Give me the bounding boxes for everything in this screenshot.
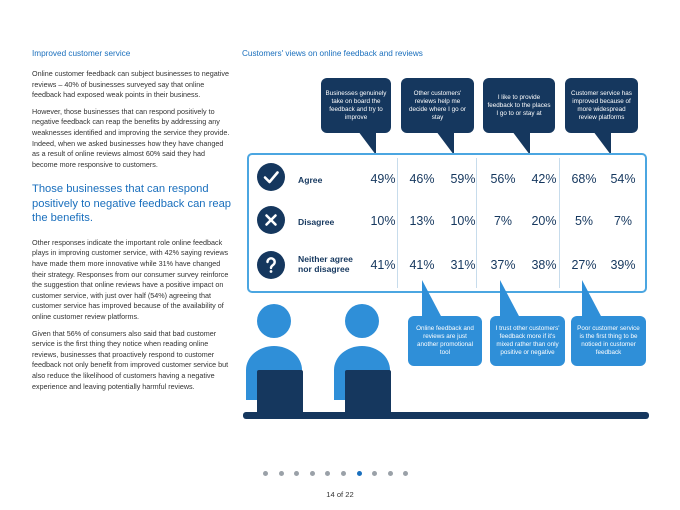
value-cell: 27%	[571, 258, 597, 272]
page-dot[interactable]	[279, 471, 284, 476]
value-cell: 68%	[571, 172, 597, 186]
page-dot[interactable]	[372, 471, 377, 476]
page-dot[interactable]	[325, 471, 330, 476]
bubble-pointer	[420, 280, 444, 320]
value-cell: 56%	[490, 172, 516, 186]
row-label-disagree: Disagree	[298, 217, 335, 227]
value-cell: 5%	[574, 214, 594, 228]
value-cell: 59%	[450, 172, 476, 186]
page-dot[interactable]	[310, 471, 315, 476]
page-dot-current[interactable]	[357, 471, 362, 476]
value-cell: 20%	[531, 214, 557, 228]
left-column	[32, 49, 232, 398]
section-heading: Improved customer service	[32, 49, 131, 58]
value-cell: 54%	[610, 172, 636, 186]
statement-bubble: Other customers' reviews help me decide where I go or stay	[401, 78, 474, 133]
desk-bar	[243, 412, 649, 419]
value-cell: 39%	[610, 258, 636, 272]
pagination-dots	[263, 471, 419, 476]
value-cell: 37%	[490, 258, 516, 272]
value-cell: 13%	[409, 214, 435, 228]
chart-heading: Customers' views on online feedback and reviews	[242, 49, 423, 58]
statement-bubble: I trust other customers' feedback more if it's mixed rather than only positive or negative	[490, 316, 565, 366]
page-dot[interactable]	[341, 471, 346, 476]
statement-bubble: Businesses genuinely take on board the feedback and try to improve	[321, 78, 391, 133]
row-label-neither: Neither agree nor disagree	[298, 254, 353, 274]
statement-bubble: Customer service has improved because of more widespread review platforms	[565, 78, 638, 133]
value-cell: 7%	[613, 214, 633, 228]
paragraph: Online customer feedback can subject businesses to negative reviews – 40% of businesses surveyed say that online feedback had exposed weak points in their business.	[32, 69, 229, 100]
value-cell: 49%	[370, 172, 396, 186]
question-icon	[257, 251, 285, 279]
value-cell: 46%	[409, 172, 435, 186]
paragraph: However, those businesses that can respond positively to negative feedback can reap the benefits by addressing any weaknesses identified and improving the service they provide. Indeed, when we asked businesses how they have changed as a result of online reviews almost 60% said they had become more responsive to customers.	[32, 106, 230, 169]
paragraph: Other responses indicate the important role online feedback plays in improving customer service, with 42% saying reviews have made them more innovative while 31% have changed their strategy. Responses from our consumer survey reinforce the suggestion that online reviews have a positive impact on customer service, with just over half (54%) agreeing that customer service has improved because of the availability of online customer review platforms.	[32, 237, 229, 321]
value-cell: 10%	[450, 214, 476, 228]
value-cell: 41%	[370, 258, 396, 272]
bubble-pointer	[580, 280, 604, 320]
page-number: 14 of 22	[326, 490, 354, 499]
page-dot[interactable]	[403, 471, 408, 476]
page-dot[interactable]	[294, 471, 299, 476]
paragraph: Given that 56% of consumers also said that bad customer service is the first thing they notice when reading online reviews, businesses that proactively respond to customer feedback not only benefit from improved customer service but also reduce the likelihood of customers having a negative experience and leaving potentially harmful reviews.	[32, 328, 229, 391]
value-cell: 31%	[450, 258, 476, 272]
value-cell: 10%	[370, 214, 396, 228]
bubble-pointer	[498, 280, 522, 320]
pull-quote: Those businesses that can respond positively to negative feedback can reap the benefits.	[32, 183, 232, 225]
row-label-agree: Agree	[298, 175, 323, 185]
value-cell: 42%	[531, 172, 557, 186]
statement-bubble: I like to provide feedback to the places I go to or stay at	[483, 78, 555, 133]
value-cell: 7%	[493, 214, 513, 228]
statement-bubble: Poor customer service is the first thing to be noticed in customer feedback	[571, 316, 646, 366]
value-cell: 38%	[531, 258, 557, 272]
statement-bubble: Online feedback and reviews are just another promotional tool	[408, 316, 482, 366]
value-cell: 41%	[409, 258, 435, 272]
page-dot[interactable]	[263, 471, 268, 476]
check-icon	[257, 163, 285, 191]
cross-icon	[257, 206, 285, 234]
page-dot[interactable]	[388, 471, 393, 476]
